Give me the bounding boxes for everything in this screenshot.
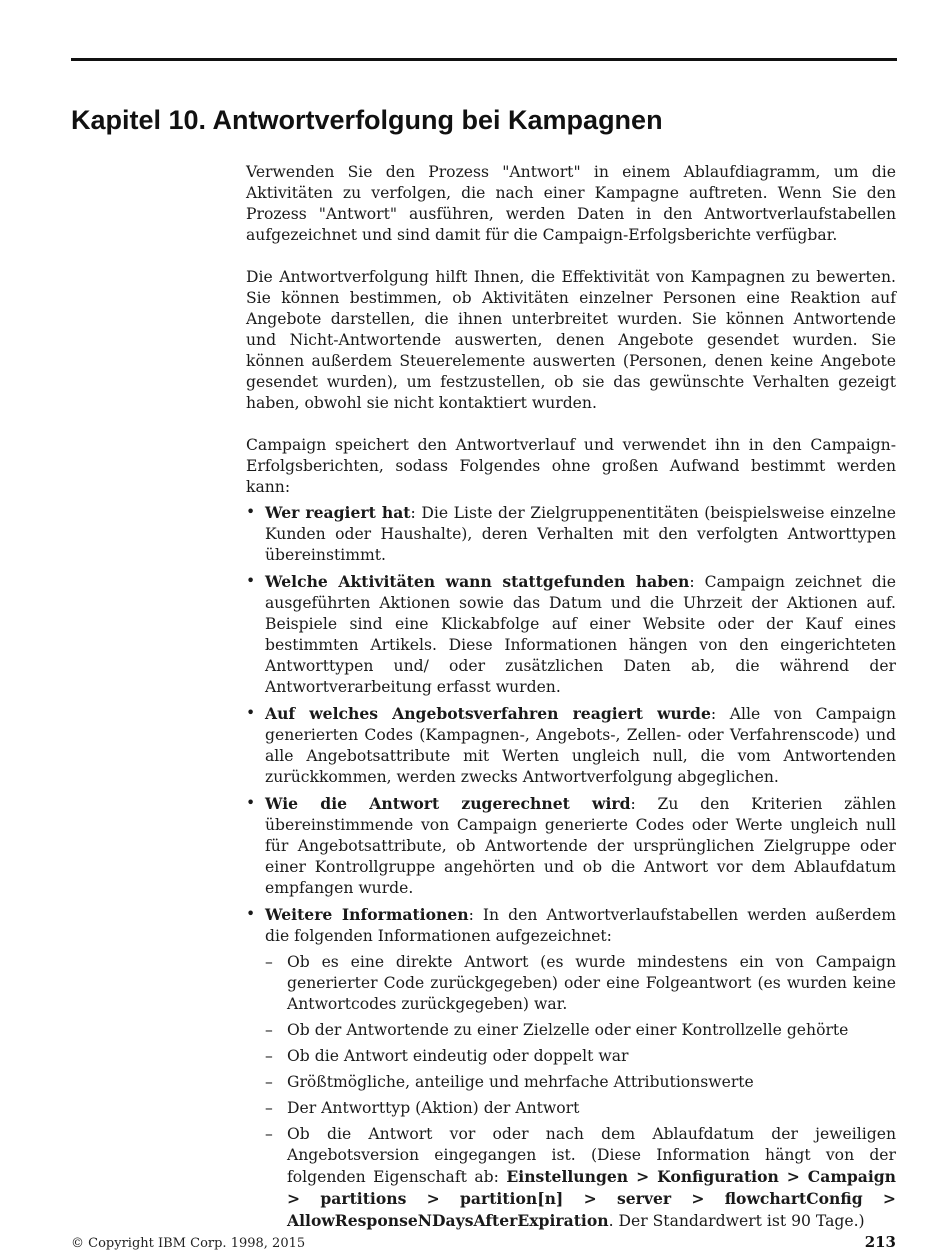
header-rule [71,58,897,61]
sub-list-item [265,1124,896,1232]
sub-list-item: – Ob die Antwort eindeutig oder doppelt war [265,1046,896,1067]
list-item [246,571,896,698]
list-item [246,502,896,566]
bullet-text: : Alle von Campaign generierten Codes (Kampagnen-, Angebots-, Zellen- oder Verfahrenscode) und alle Angebotsattribute mit Werten ungleich null, die vom Antwortenden zurückkommen, werden zwecks Antwortverfolgung abgeglichen. [265,705,896,786]
sub-list [265,952,896,1232]
bullet-term: Weitere Informationen [265,905,469,924]
bullet-term: Welche Aktivitäten wann stattgefunden haben [265,572,690,591]
paragraph-response-history: Campaign speichert den Antwortverlauf und verwendet ihn in den Campaign-Erfolgsberichten, sodass Folgendes ohne großen Aufwand bestimmt werden kann: [246,436,896,496]
bullet-list [246,502,896,1232]
list-item [246,904,896,1232]
bullet-text: : Die Liste der Zielgruppenentitäten (beispielsweise einzelne Kunden oder Haushalte), deren Verhalten mit den verfolgten Antworttypen übereinstimmt. [265,504,896,564]
bullet-term: Auf welches Angebotsverfahren reagiert wurde [265,704,711,723]
bullet-text: : Zu den Kriterien zählen übereinstimmende von Campaign generierte Codes oder Werte ungleich null für Angebotsattribute, ob Antwortende der ursprünglichen Zielgruppe oder einer Kontrollgruppe angehörten und ob die Antwort vor dem Ablaufdatum empfangen wurde. [265,795,896,897]
page-number: 213 [864,1233,896,1251]
list-item [246,703,896,788]
paragraph-effectiveness: Die Antwortverfolgung hilft Ihnen, die Effektivität von Kampagnen zu bewerten. Sie können bestimmen, ob Aktivitäten einzelner Personen eine Reaktion auf Angebote darstellen, die ihnen unterbreitet wurden. Sie können Antwortende und Nicht-Antwortende auswerten, denen Angebote gesendet wurden. Sie können außerdem Steuerelemente auswerten (Personen, denen keine Angebote gesendet wurden), um festzustellen, ob sie das gewünschte Verhalten gezeigt haben, obwohl sie nicht kontaktiert wurden. [246,268,896,412]
bullet-text: : Campaign zeichnet die ausgeführten Aktionen sowie das Datum und die Uhrzeit der Aktionen auf. Beispiele sind eine Klickabfolge auf einer Website oder der Kauf eines bestimmten Artikels. Diese Informationen hängen von den eingerichteten Antworttypen und/ oder zusätzlichen Daten ab, die während der Antwortverarbeitung erfasst wurden. [265,573,896,696]
bullet-term: Wie die Antwort zugerechnet wird [265,794,631,813]
paragraph-intro: Verwenden Sie den Prozess "Antwort" in einem Ablaufdiagramm, um die Aktivitäten zu verfolgen, die nach einer Kampagne auftreten. Wenn Sie den Prozess "Antwort" ausführen, werden Daten in den Antwortverlaufstabellen aufgezeichnet und sind damit für die Campaign-Erfolgsberichte verfügbar. [246,163,896,244]
config-path: Einstellungen > Konfiguration > Campaign > partitions > partition[n] > server > flowchartConfig > AllowResponseNDaysAfterExpiration [287,1167,896,1230]
footer-copyright: © Copyright IBM Corp. 1998, 2015 [71,1236,306,1251]
sub-list-item: – Größtmögliche, anteilige und mehrfache Attributionswerte [265,1072,896,1093]
chapter-title: Kapitel 10. Antwortverfolgung bei Kampagnen [71,105,663,135]
list-item [246,793,896,899]
sub-list-item: – Ob es eine direkte Antwort (es wurde mindestens ein von Campaign generierter Code zurückgegeben) oder eine Folgeantwort (es wurden keine Antwortcodes zurückgegeben) war. [265,952,896,1015]
sub-list-item: – Ob der Antwortende zu einer Zielzelle oder einer Kontrollzelle gehörte [265,1020,896,1041]
body-text [246,162,896,1237]
bullet-term: Wer reagiert hat [265,503,411,522]
sub-item-text: Ob die Antwort vor oder nach dem Ablaufdatum der jeweiligen Angebotsversion eingegangen ist. (Diese Information hängt von der folgenden Eigenschaft ab: [287,1125,896,1186]
sub-list-item: – Der Antworttyp (Aktion) der Antwort [265,1098,896,1119]
sub-item-text: . Der Standardwert ist 90 Tage.) [608,1212,865,1230]
bullet-text: : In den Antwortverlaufstabellen werden außerdem die folgenden Informationen aufgezeichnet: [265,906,896,945]
